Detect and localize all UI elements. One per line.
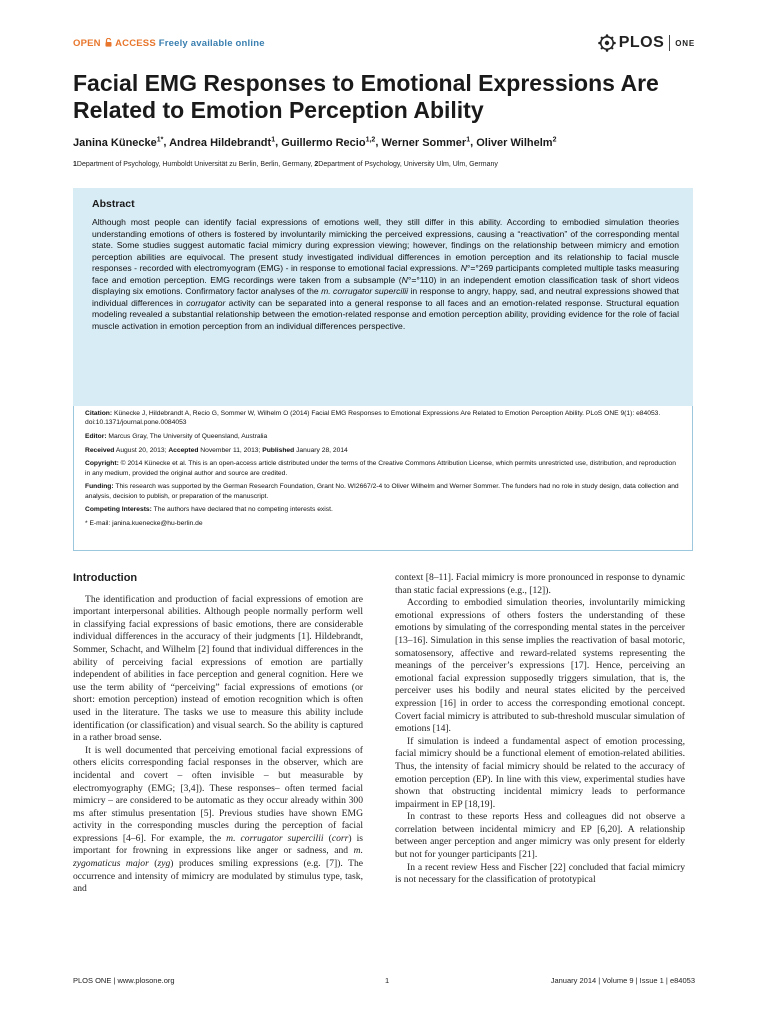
body-paragraph: It is well documented that perceiving emotional facial expressions of others elicits corresponding facial responses in the observer, which are incidental and covert – often invisible – but measurable by electromyography (EMG; [3,4]). These responses– often termed facial mimicry – are considered to be automatic as they occur already within 300 ms after stimulus presentation [5]. Previous studies have shown EMG activity in the corresponding muscles during the perception of facial expressions [4–6]. For example, the m. corrugator supercilii (corr) is important for frowning in expressions like anger or sadness, and m. zygomaticus major (zyg) produces smiling expressions (e.g. [7]). The occurrence and intensity of mimicry are modulated by stimulus type, task, and	[73, 744, 364, 895]
author-name: Oliver Wilhelm$^2$	[476, 136, 557, 149]
body-paragraph: The identification and production of facial expressions of emotion are important interpersonal abilities. Although people normally perform well in classifying facial expressions of basic emotions, there are considerable individual differences in the accuracy of their judgments [1]. Hildebrandt, Sommer, Schacht, and Wilhelm [2] found that individual differences in the ability of perceiving facial expressions of emotion are partially independent of abilities in face perception and general cognition. Here we use the term ability of “perceiving” facial expressions of emotions (or short: emotion perception) instead of emotion recognition which is often used in the literature. The tasks we use to measure this ability include identification (or classification) and visual search. So the ability is captured in a rather broad sense.	[73, 593, 363, 744]
author-list: Janina Künecke$^{1*}$, Andrea Hildebrandt$^1$, Guillermo Recio$^{1,2}$, Werner Sommer$^1$, Oliver Wilhelm$^2$	[73, 136, 557, 149]
oa-free-text: Freely available online	[158, 38, 265, 49]
paper-title: Facial EMG Responses to Emotional Expressions Are Related to Emotion Perception Ability	[73, 70, 659, 123]
author-name: Guillermo Recio$^{1,2}$	[281, 136, 376, 149]
page-footer	[73, 976, 695, 990]
affiliation-item: Department of Psychology, Humboldt Universität zu Berlin, Berlin, Germany,	[76, 161, 315, 168]
logo-divider	[669, 35, 670, 51]
editor: Editor: Marcus Gray, The University of Queensland, Australia	[85, 433, 268, 440]
abstract-heading: Abstract	[92, 198, 135, 210]
author-name: Werner Sommer$^1$	[381, 136, 471, 149]
body-paragraph: context [8–11]. Facial mimicry is more pronounced in response to dynamic than static facial expressions (e.g., [12]).	[395, 572, 685, 596]
corresponding-email[interactable]: * E-mail: janina.kuenecke@hu-berlin.de	[85, 519, 203, 527]
open-lock-icon	[105, 38, 112, 47]
affiliation-item: Department of Psychology, University Ulm, Ulm, Germany	[318, 161, 498, 168]
article-metadata	[73, 406, 693, 551]
affiliations: 1Department of Psychology, Humboldt Universität zu Berlin, Berlin, Germany, 2Department of Psychology, University Ulm, Ulm, Germany	[73, 161, 498, 168]
body-column-right	[395, 572, 685, 887]
oa-open-text: OPEN	[73, 38, 101, 49]
body-paragraph: In contrast to these reports Hess and colleagues did not observe a correlation between incidental mimicry and EP [6,20]. A relationship between anger perception and anger mimicry was only present for elderly but not for younger participants [21].	[395, 811, 685, 861]
plos-one-logo[interactable]	[598, 34, 695, 52]
section-heading-introduction: Introduction	[73, 572, 138, 584]
oa-access-text: ACCESS	[115, 38, 156, 49]
funding: Funding: This research was supported by the German Research Foundation, Grant No. WI2667/2-4 to Oliver Wilhelm and Werner Sommer. The funders had no role in study design, data collection and analysis, decision to publish, or preparation of the manuscript.	[85, 483, 679, 500]
body-paragraph: In a recent review Hess and Fischer [22] concluded that facial mimicry is not necessary for the classification of prototypical	[395, 861, 685, 886]
author-name: Andrea Hildebrandt$^1$	[169, 136, 276, 149]
citation: Citation: Künecke J, Hildebrandt A, Recio G, Sommer W, Wilhelm O (2014) Facial EMG Responses to Emotional Expressions Are Related to Emotion Perception Ability. PLoS ONE 9(1): e84053. doi:10.1371/journal.pone.0084053	[85, 410, 661, 427]
publisher-name: PLOS	[618, 34, 665, 51]
author-name: Janina Künecke$^{1*}$	[73, 136, 164, 149]
body-paragraph: According to embodied simulation theories, involuntarily mimicking emotional expressions of others fosters the understanding of these emotions by simulating of the corresponding mental states in the perceiver [13–16]. Simulation in this sense implies the reactivation of basal motoric, somatosensory, affective and reward-related systems representing the meanings of the perceiver’s expressions [17]. Hence, perceiving an emotional facial expression supposedly triggers simulation, that is, the perceiver uses his bodily and neural states elicited by the perceived expression [16] in order to access the corresponding emotional concept. Covert facial mimicry is attributed to sub-threshold muscular simulation of emotions [14].	[395, 597, 685, 735]
footer-journal-url[interactable]: PLOS ONE | www.plosone.org	[73, 976, 175, 985]
copyright: Copyright: © 2014 Künecke et al. This is an open-access article distributed under the terms of the Creative Commons Attribution License, which permits unrestricted use, distribution, and reproduction in any medium, provided the original author and source are credited.	[85, 460, 676, 477]
page-number: 1	[385, 976, 390, 985]
abstract-box	[73, 188, 693, 406]
body-paragraph: If simulation is indeed a fundamental aspect of emotion processing, facial mimicry should be a functional element of emotion-related abilities. Thus, the intensity of facial mimicry should be related to the accuracy of emotion perception (EP). In line with this view, experimental studies have shown that obstructing incidental mimicry leads to performance impairment in EP [18,19].	[395, 735, 685, 810]
journal-header	[73, 34, 695, 58]
body-column-left	[73, 572, 363, 896]
abstract-text: Although most people can identify facial expressions of emotions well, they still differ in this ability. According to embodied simulation theories understanding emotions of others is fostered by involuntarily mimicking the perceived expressions, causing a “reactivation” of the corresponding mental state. Some studies suggest automatic facial mimicry during expression viewing; however, findings on the relationship between mimicry and emotion perception abilities are equivocal. The present study investigated individual differences in emotion perception and its relationship to facial muscle responses - recorded with electromyogram (EMG) - in response to emotional facial expressions. N°=°269 participants completed multiple tasks measuring face and emotion perception. EMG recordings were taken from a subsample (N°=°110) in an independent emotion classification task of short videos displaying six emotions. Confirmatory factor analyses of the m. corrugator supercilii in response to angry, happy, sad, and neutral expressions showed that individual differences in corrugator activity can be separated into a general response to all faces and an emotion-related response. Structural equation modeling revealed a substantial relationship between the emotion-related response and emotion perception ability, providing evidence for the role of facial muscle activation in emotion perception from an individual differences perspective.	[92, 217, 680, 331]
plos-logo-icon	[598, 34, 616, 52]
journal-name: ONE	[675, 38, 695, 48]
open-access-banner[interactable]	[73, 38, 265, 49]
dates: Received August 20, 2013; Accepted November 11, 2013; Published January 28, 2014	[85, 446, 348, 454]
footer-issue-info: January 2014 | Volume 9 | Issue 1 | e84053	[550, 976, 695, 985]
competing-interests: Competing Interests: The authors have declared that no competing interests exist.	[85, 506, 333, 514]
